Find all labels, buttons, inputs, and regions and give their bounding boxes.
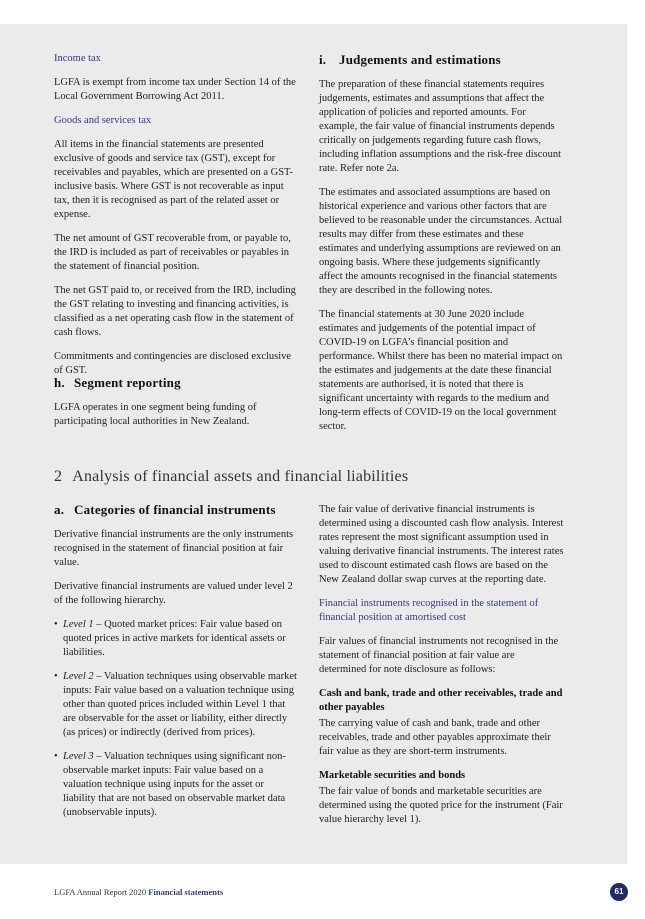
marketable-securities-heading: Marketable securities and bonds — [319, 770, 466, 781]
segment-heading — [54, 375, 299, 391]
judgements-paragraph-1: The preparation of these financial statements requires judgements, estimates and assumptions that affect the application of policies and reported amounts. For example, the fair value of financial instruments depends critically on judgements regarding future cash flows, including inflation assumptions and the risk-free discount rate. Refer note 2a. — [319, 79, 562, 174]
gst-paragraph-4: Commitments and contingencies are disclosed exclusive of GST. — [54, 351, 292, 376]
gst-paragraph-1: All items in the financial statements are presented exclusive of goods and service tax (GST), except for receivables and payables, which are presented on a GST-inclusive basis. Where GST is not recoverable as input tax, then it is recognised as part of the related asset or expense. — [54, 139, 293, 220]
segment-heading-text: Segment reporting — [74, 375, 181, 390]
categories-heading-text: Categories of financial instruments — [74, 502, 276, 517]
segment-letter: h. — [54, 375, 65, 390]
top-margin — [0, 0, 645, 24]
list-item — [54, 618, 299, 660]
bullet-icon: • — [54, 751, 58, 762]
list-item — [54, 750, 299, 820]
cash-paragraph: The carrying value of cash and bank, trade and other receivables, trade and other payables approximate their fair value as they are short-term instruments. — [319, 718, 551, 757]
categories-paragraph-1: Derivative financial instruments are the only instruments recognised in the statement of financial position at fair value. — [54, 529, 294, 568]
cash-heading: Cash and bank, trade and other receivables, trade and other payables — [319, 688, 563, 713]
page-footer — [54, 886, 223, 898]
level-label: Level 2 — [63, 671, 94, 682]
left-column-bottom — [54, 502, 299, 830]
right-column-bottom — [319, 503, 564, 837]
bullet-icon: • — [54, 671, 58, 682]
section-2-number: 2 — [54, 468, 63, 485]
footer-report-title: LGFA Annual Report 2020 — [54, 887, 147, 897]
judgements-paragraph-2: The estimates and associated assumptions are based on historical experience and various other factors that are believed to be reasonable under the circumstances. Actual results may differ from these estimates and these estimates and underlying assumptions are reviewed on an ongoing basis. Where these judgements significantly affect the amounts recognised in the financial statements they are described in the following notes. — [319, 187, 563, 296]
level-text: – Valuation techniques using observable market inputs: Fair value based on a valuation technique using other than quoted prices included within Level 1 that are observable for the asset or liability, either directly (as prices) or indirectly (derived from prices). — [63, 671, 297, 738]
left-column-top — [54, 52, 299, 388]
gst-paragraph-3: The net GST paid to, or received from the IRD, including the GST relating to investing and financing activities, is classified as a net operating cash flow in the statement of cash flows. — [54, 285, 296, 338]
amortised-cost-paragraph: Fair values of financial instruments not recognised in the statement of financial position at fair value are determined for note disclosure as follows: — [319, 636, 559, 675]
marketable-securities-paragraph: The fair value of bonds and marketable securities are determined using the quoted price for the instrument (Fair value hierarchy level 1). — [319, 786, 563, 825]
gst-paragraph-2: The net amount of GST recoverable from, or payable to, the IRD is included as part of receivables or payables in the statement of financial position. — [54, 233, 291, 272]
list-item — [54, 670, 299, 740]
judgements-paragraph-3: The financial statements at 30 June 2020 include estimates and judgements of the potential impact of COVID-19 on LGFA’s financial position and performance. Whilst there has been no material impact on the estimates and judgements at the date these financial statements are authorised, it is noted that there is significant uncertainty with regards to the medium and long-term effects of COVID-19 on the local government sector. — [319, 309, 563, 432]
judgements-heading — [319, 52, 564, 68]
section-2-title — [54, 467, 614, 487]
level-text: – Valuation techniques using significant non-observable market inputs: Fair value based on a valuation technique using inputs for the asset or liability that are not based on observable market data (unobservable inputs). — [63, 751, 286, 818]
level-text: – Quoted market prices: Fair value based on quoted prices in active markets for identical assets or liabilities. — [63, 619, 286, 658]
section-2-title-text: Analysis of financial assets and financial liabilities — [72, 468, 409, 485]
judgements-letter: i. — [319, 52, 327, 67]
segment-block — [54, 375, 299, 439]
income-tax-paragraph: LGFA is exempt from income tax under Section 14 of the Local Government Borrowing Act 2011. — [54, 77, 296, 102]
level-label: Level 1 — [63, 619, 94, 630]
level-label: Level 3 — [63, 751, 94, 762]
categories-paragraph-2: Derivative financial instruments are valued under level 2 of the following hierarchy. — [54, 581, 293, 606]
amortised-cost-heading: Financial instruments recognised in the statement of financial position at amortised cost — [319, 598, 539, 623]
page-number-badge: 61 — [610, 883, 628, 901]
segment-paragraph: LGFA operates in one segment being funding of participating local authorities in New Zealand. — [54, 402, 257, 427]
footer-section-name: Financial statements — [148, 887, 224, 897]
categories-letter: a. — [54, 502, 65, 517]
judgements-heading-text: Judgements and estimations — [339, 52, 501, 67]
bullet-icon: • — [54, 619, 58, 630]
right-column-top — [319, 52, 564, 444]
gst-heading: Goods and services tax — [54, 115, 152, 126]
income-tax-heading: Income tax — [54, 53, 101, 64]
categories-heading — [54, 502, 299, 518]
hierarchy-list — [54, 618, 299, 820]
fair-value-paragraph: The fair value of derivative financial instruments is determined using a discounted cash flow analysis. Interest rates represent the most significant assumption used in valuing derivative financial instruments. The interest rates used to discount estimated cash flows are based on the New Zealand dollar swap curves at the reporting date. — [319, 504, 564, 585]
